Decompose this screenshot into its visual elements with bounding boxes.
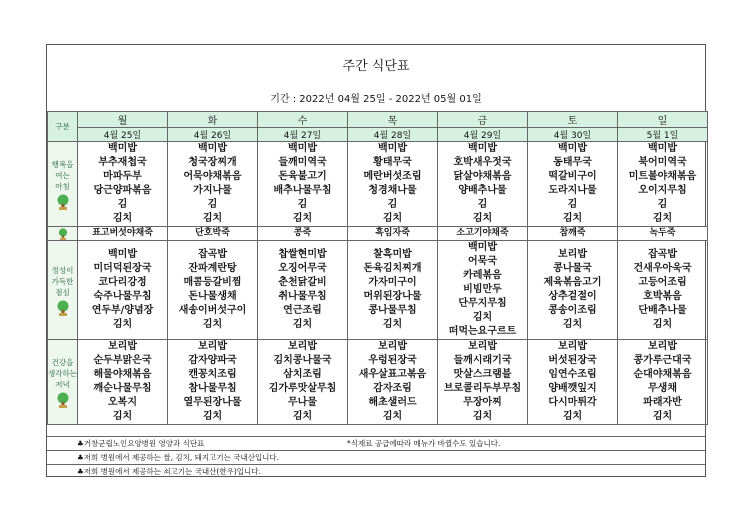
menu-item: 보리밥: [108, 341, 137, 352]
dinner-label: 건강을 생각하는 저녁: [48, 340, 78, 425]
menu-item: 김치: [472, 213, 493, 224]
menu-item: 고등어조림: [638, 277, 687, 288]
day-date: 4월 28일: [348, 128, 438, 142]
menu-item: 순대야채볶음: [633, 369, 692, 380]
dinner-cell: [348, 340, 438, 425]
day-name: 토: [528, 112, 618, 128]
menu-item: 떠먹는요구르트: [448, 326, 517, 337]
menu-item: 김치: [292, 411, 313, 422]
snack-cell: 표고버섯야채죽: [78, 227, 168, 241]
menu-item: 김치: [472, 312, 493, 323]
menu-item: 상추겉절이: [548, 291, 597, 302]
menu-item: 김: [387, 199, 398, 210]
menu-item: 백미밥: [198, 143, 227, 154]
menu-item: 무장아찌: [463, 397, 502, 408]
day-header-row: [48, 112, 708, 128]
menu-item: 다시마튀각: [548, 397, 597, 408]
breakfast-label: 행복을 여는 아침: [48, 142, 78, 227]
menu-item: 보리밥: [198, 341, 227, 352]
lunch-cell: [348, 241, 438, 340]
menu-item: 감자양파국: [188, 355, 237, 366]
menu-item: 찰흑미밥: [373, 249, 412, 260]
lunch-row: [48, 241, 708, 340]
menu-item: 김치: [112, 411, 133, 422]
lunch-cell: [528, 241, 618, 340]
menu-item: 우렁된장국: [368, 355, 417, 366]
menu-item: 카레볶음: [463, 270, 502, 281]
snack-cell: 소고기야채죽: [438, 227, 528, 241]
menu-item: 김치: [382, 319, 403, 330]
menu-item: 버섯된장국: [548, 355, 597, 366]
lunch-cell: [618, 241, 708, 340]
menu-item: 청경채나물: [368, 185, 417, 196]
breakfast-cell: [168, 142, 258, 227]
menu-item: 보리밥: [288, 341, 317, 352]
menu-item: 보리밥: [648, 341, 677, 352]
menu-item: 단무지무침: [458, 298, 507, 309]
menu-item: 보리밥: [558, 341, 587, 352]
lunch-cell: [438, 241, 528, 340]
note-text: ♣저희 병원에서 제공하는 쌀, 김치, 돼지고기는 국내산입니다.: [77, 453, 280, 462]
dinner-cell: [258, 340, 348, 425]
menu-item: 삼치조림: [283, 369, 322, 380]
tree-icon: [56, 300, 70, 316]
menu-item: 김치: [202, 213, 223, 224]
menu-item: 잡곡밥: [648, 249, 677, 260]
menu-item: 무나물: [288, 397, 317, 408]
menu-item: 들깨미역국: [278, 157, 327, 168]
header-label: 구분: [48, 112, 78, 142]
menu-item: 매콤등갈비찜: [183, 277, 242, 288]
menu-item: 백미밥: [288, 143, 317, 154]
lunch-cell: [78, 241, 168, 340]
day-date: 5월 1일: [618, 128, 708, 142]
menu-item: 마파두부: [103, 171, 142, 182]
menu-item: 김: [207, 199, 218, 210]
menu-item: 김치: [652, 411, 673, 422]
menu-item: 감자조림: [373, 383, 412, 394]
menu-item: 맛살스크램블: [453, 369, 512, 380]
snack-cell: 녹두죽: [618, 227, 708, 241]
menu-item: 김치: [562, 319, 583, 330]
menu-item: 제육볶음고기: [543, 277, 602, 288]
menu-item: 건새우아욱국: [633, 263, 692, 274]
breakfast-cell: [618, 142, 708, 227]
snack-label: [48, 227, 78, 241]
menu-item: 백미밥: [468, 143, 497, 154]
lunch-cell: [168, 241, 258, 340]
menu-item: 연근조림: [283, 305, 322, 316]
menu-item: 비빔만두: [463, 284, 502, 295]
snack-cell: 참깨죽: [528, 227, 618, 241]
menu-item: 메란버섯조림: [363, 171, 422, 182]
note-text: ♣저희 병원에서 제공하는 쇠고기는 국내산(한우)입니다.: [77, 467, 261, 476]
menu-item: 어묵국: [468, 256, 497, 267]
period-text: 기간 : 2022년 04월 25일 - 2022년 05월 01일: [270, 94, 482, 105]
menu-item: 콩가루근대국: [633, 355, 692, 366]
menu-item: 해초샐러드: [368, 397, 417, 408]
notes-section: [47, 436, 705, 478]
menu-item: 백미밥: [108, 249, 137, 260]
menu-item: 김치: [202, 411, 223, 422]
menu-item: 오복지: [108, 397, 137, 408]
menu-item: 김: [477, 199, 488, 210]
menu-item: 보리밥: [558, 249, 587, 260]
menu-item: 파래자반: [643, 397, 682, 408]
note-text: ♣거창군립노인요양병원 영양과 식단표: [77, 439, 205, 448]
menu-item: 새송이버섯구이: [178, 305, 247, 316]
day-name: 화: [168, 112, 258, 128]
menu-item: 백미밥: [468, 242, 497, 253]
day-date: 4월 27일: [258, 128, 348, 142]
menu-item: 콩송이조림: [548, 305, 597, 316]
menu-item: 찹쌀현미밥: [278, 249, 327, 260]
menu-item: 김치: [292, 319, 313, 330]
menu-item: 가자미구이: [368, 277, 417, 288]
snack-cell: 단호박죽: [168, 227, 258, 241]
menu-item: 김치: [382, 411, 403, 422]
menu-item: 미트볼야채볶음: [628, 171, 697, 182]
menu-item: 김치: [382, 213, 403, 224]
menu-item: 김치: [112, 213, 133, 224]
day-name: 금: [438, 112, 528, 128]
note-row: [47, 465, 705, 478]
menu-item: 당근양파볶음: [93, 185, 152, 196]
menu-item: 콩나물국: [553, 263, 592, 274]
menu-item: 들깨시래기국: [453, 355, 512, 366]
day-name: 월: [78, 112, 168, 128]
menu-table: [47, 111, 708, 425]
menu-item: 어묵야채볶음: [183, 171, 242, 182]
menu-item: 김: [567, 199, 578, 210]
menu-item: 김치: [562, 411, 583, 422]
menu-item: 청국장찌개: [188, 157, 237, 168]
menu-item: 임연수조림: [548, 369, 597, 380]
menu-item: 닭살야채볶음: [453, 171, 512, 182]
lunch-cell: [258, 241, 348, 340]
menu-item: 머위된장나물: [363, 291, 422, 302]
day-date: 4월 30일: [528, 128, 618, 142]
day-date: 4월 29일: [438, 128, 528, 142]
menu-item: 도라지나물: [548, 185, 597, 196]
menu-item: 백미밥: [378, 143, 407, 154]
dinner-cell: [168, 340, 258, 425]
menu-item: 김치: [292, 213, 313, 224]
menu-item: 백미밥: [558, 143, 587, 154]
menu-item: 배추나물무침: [273, 185, 332, 196]
menu-item: 오이지무침: [638, 185, 687, 196]
dinner-cell: [438, 340, 528, 425]
menu-item: 동태무국: [553, 157, 592, 168]
menu-item: 보리밥: [378, 341, 407, 352]
menu-item: 오징어무국: [278, 263, 327, 274]
menu-item: 김: [657, 199, 668, 210]
menu-item: 김치: [562, 213, 583, 224]
menu-item: 백미밥: [108, 143, 137, 154]
menu-item: 김: [117, 199, 128, 210]
menu-item: 북어미역국: [638, 157, 687, 168]
page-title: 주간 식단표: [342, 59, 410, 74]
menu-item: 백미밥: [648, 143, 677, 154]
menu-item: 돈육김치찌개: [363, 263, 422, 274]
menu-item: 단배추나물: [638, 305, 687, 316]
menu-item: 잡곡밥: [198, 249, 227, 260]
menu-item: 해물야채볶음: [93, 369, 152, 380]
menu-item: 돈나물생채: [188, 291, 237, 302]
menu-item: 코다리강정: [98, 277, 147, 288]
menu-item: 새우살표고볶음: [358, 369, 427, 380]
menu-item: 양배깻잎지: [548, 383, 597, 394]
menu-item: 보리밥: [468, 341, 497, 352]
menu-item: 김치: [112, 319, 133, 330]
menu-item: 김치: [472, 411, 493, 422]
menu-item: 김치: [652, 213, 673, 224]
menu-item: 김가루맛살무침: [268, 383, 337, 394]
menu-item: 양배추나물: [458, 185, 507, 196]
date-header-row: [48, 128, 708, 142]
dinner-cell: [528, 340, 618, 425]
note-text: *식재료 공급에따라 메뉴가 바뀔수도 있습니다.: [347, 439, 501, 448]
day-name: 목: [348, 112, 438, 128]
note-row: [47, 437, 705, 451]
breakfast-cell: [78, 142, 168, 227]
tree-icon: [56, 194, 70, 210]
menu-item: 떡갈비구이: [548, 171, 597, 182]
menu-item: 무생채: [648, 383, 677, 394]
breakfast-cell: [258, 142, 348, 227]
snack-cell: 흑임자죽: [348, 227, 438, 241]
day-name: 수: [258, 112, 348, 128]
day-name: 일: [618, 112, 708, 128]
menu-item: 미더덕된장국: [93, 263, 152, 274]
breakfast-cell: [438, 142, 528, 227]
note-row: [47, 451, 705, 465]
menu-item: 춘천닭갈비: [278, 277, 327, 288]
menu-item: 돈육불고기: [278, 171, 327, 182]
menu-item: 숙주나물무침: [93, 291, 152, 302]
menu-item: 호박새우젓국: [453, 157, 512, 168]
menu-item: 잔파계란탕: [188, 263, 237, 274]
lunch-label: 정성이 가득한 점심: [48, 241, 78, 340]
morning-snack-row: [48, 227, 708, 241]
menu-item: 연두부/양념장: [91, 305, 154, 316]
breakfast-row: [48, 142, 708, 227]
snack-cell: 콩죽: [258, 227, 348, 241]
menu-item: 김치: [652, 319, 673, 330]
menu-item: 취나물무침: [278, 291, 327, 302]
menu-item: 황태무국: [373, 157, 412, 168]
day-date: 4월 25일: [78, 128, 168, 142]
menu-item: 참나물무침: [188, 383, 237, 394]
menu-item: 김치: [202, 319, 223, 330]
dinner-cell: [618, 340, 708, 425]
menu-item: 열무된장나물: [183, 397, 242, 408]
tree-icon: [56, 228, 70, 240]
menu-item: 김: [297, 199, 308, 210]
menu-item: 브로콜리두부무침: [443, 383, 522, 394]
day-date: 4월 26일: [168, 128, 258, 142]
menu-item: 부추재첩국: [98, 157, 147, 168]
tree-icon: [56, 392, 70, 408]
dinner-row: [48, 340, 708, 425]
menu-item: 김치콩나물국: [273, 355, 332, 366]
menu-item: 호박볶음: [643, 291, 682, 302]
breakfast-cell: [528, 142, 618, 227]
breakfast-cell: [348, 142, 438, 227]
menu-item: 가지나물: [193, 185, 232, 196]
menu-item: 캔꽁치조림: [188, 369, 237, 380]
menu-sheet: [46, 44, 706, 477]
menu-item: 순두부맑은국: [93, 355, 152, 366]
menu-item: 깨순나물무침: [93, 383, 152, 394]
dinner-cell: [78, 340, 168, 425]
menu-item: 콩나물무침: [368, 305, 417, 316]
